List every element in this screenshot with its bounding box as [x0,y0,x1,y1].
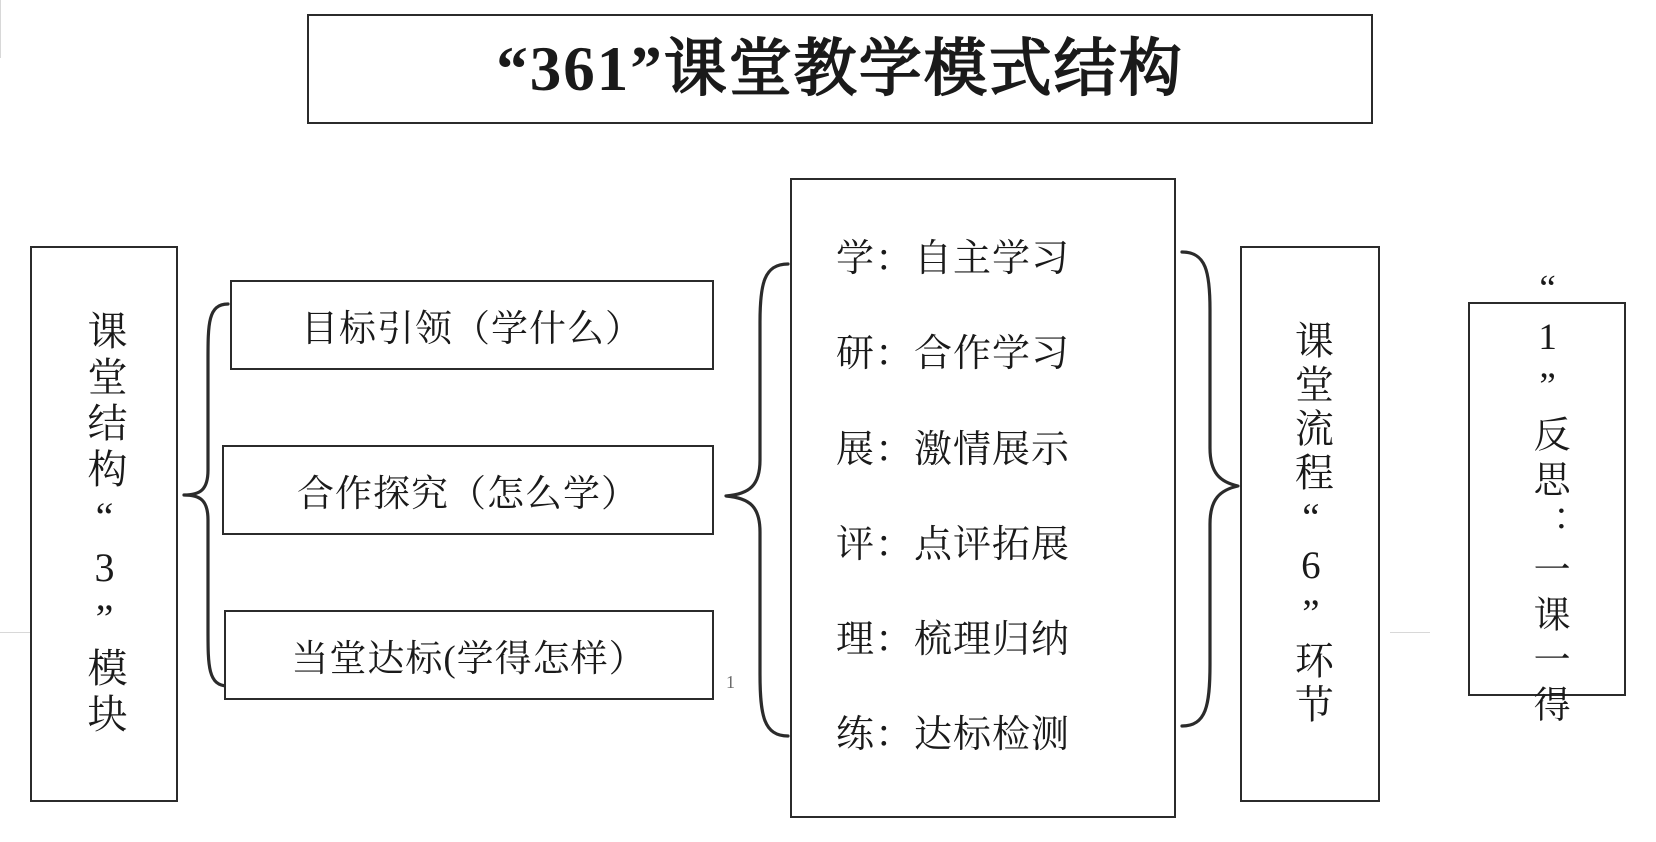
step-item-4: 评：点评拓展 [836,523,1071,566]
reflection-label: “1”反思：一课一得 [1527,268,1569,730]
six-steps-box [790,178,1176,818]
diagram-title-box [307,14,1373,124]
page-guide-line-right-vertical [0,0,1,58]
left-module-box [30,246,178,802]
page-guide-line-right [1390,632,1430,633]
module-item-goal [230,280,714,370]
step-item-1: 学：自主学习 [836,238,1071,281]
module-item-attainment [224,610,714,700]
step-item-3: 展：激情展示 [836,428,1071,471]
reflection-box [1468,268,1626,730]
diagram-title: “361”课堂教学模式结构 [496,33,1184,104]
module-item-goal-label: 目标引领（学什么） [301,309,643,350]
module-item-cooperation [222,445,714,535]
right-brace-icon [1176,248,1244,730]
classroom-flow-box [1240,246,1380,802]
left-module-label: 课堂结构“3”模块 [82,309,127,739]
page-guide-line-left [0,632,32,633]
module-item-cooperation-label: 合作探究（怎么学） [297,474,639,515]
module-item-attainment-label: 当堂达标(学得怎样） [291,639,647,680]
classroom-flow-label: 课堂流程“6”环节 [1289,320,1333,728]
footnote-marker: 1 [726,672,735,692]
step-item-5: 理：梳理归纳 [836,618,1071,661]
step-item-6: 练：达标检测 [836,713,1071,756]
step-item-2: 研：合作学习 [836,333,1071,376]
middle-brace-icon [714,260,794,740]
